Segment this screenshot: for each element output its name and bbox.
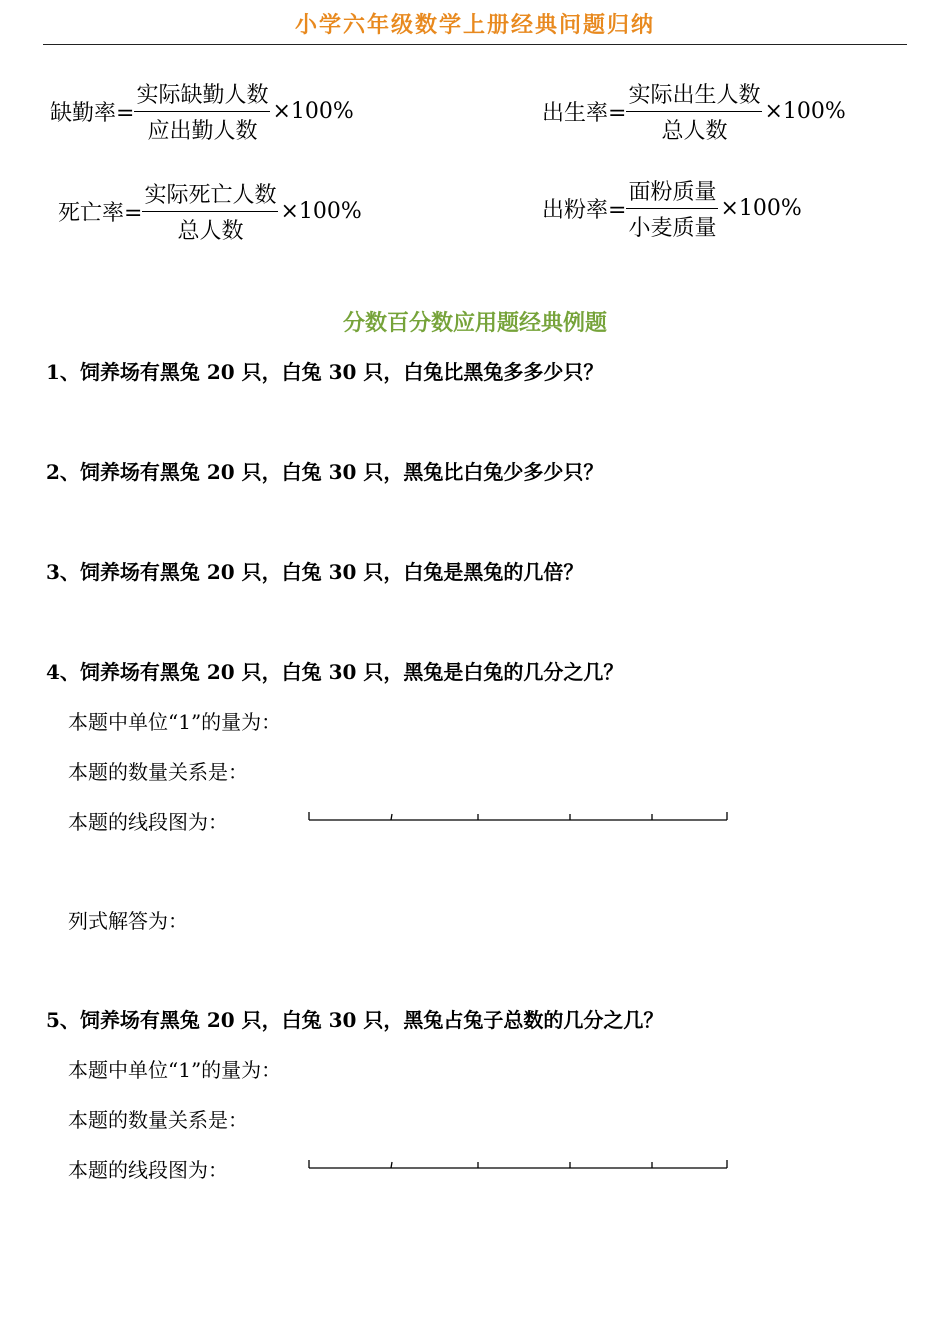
formula-flour-rate — [542, 175, 802, 242]
formula-suffix: ×100% — [272, 99, 354, 124]
q5-unit-prompt: 本题中单位“1”的量为： — [68, 1058, 282, 1082]
formula-suffix: ×100% — [764, 99, 846, 124]
formula-suffix: ×100% — [280, 199, 362, 224]
question-3: 3、饲养场有黑兔 20 只，白兔 30 只，白兔是黑兔的几倍？ — [46, 560, 584, 584]
question-1: 1、饲养场有黑兔 20 只，白兔 30 只，白兔比黑兔多多少只？ — [46, 360, 604, 384]
formula-absence-rate — [50, 78, 354, 145]
q4-line-segment-diagram — [308, 810, 728, 822]
section-title: 分数百分数应用题经典例题 — [342, 311, 607, 336]
formula-numerator: 实际出生人数 — [628, 83, 761, 108]
formula-suffix: ×100% — [720, 196, 802, 221]
q4-relation-prompt: 本题的数量关系是： — [68, 760, 248, 784]
q5-line-segment-diagram — [308, 1158, 728, 1170]
q4-diagram-prompt: 本题的线段图为： — [68, 810, 228, 834]
formula-fraction — [626, 175, 718, 242]
formula-label: 缺勤率= — [50, 101, 135, 126]
formula-death-rate — [58, 178, 362, 245]
formula-fraction — [626, 78, 762, 145]
q4-answer-prompt: 列式解答为： — [68, 909, 188, 933]
formula-denominator: 小麦质量 — [628, 216, 717, 241]
formula-numerator: 实际缺勤人数 — [136, 83, 269, 108]
formula-denominator: 应出勤人数 — [147, 119, 258, 144]
formula-denominator: 总人数 — [177, 219, 244, 244]
formula-fraction — [142, 178, 278, 245]
q5-diagram-prompt: 本题的线段图为： — [68, 1158, 228, 1182]
document-title: 小学六年级数学上册经典问题归纳 — [294, 12, 655, 38]
formula-numerator: 面粉质量 — [628, 180, 717, 205]
formula-label: 死亡率= — [58, 201, 143, 226]
formula-label: 出生率= — [542, 101, 627, 126]
question-4: 4、饲养场有黑兔 20 只，白兔 30 只，黑兔是白兔的几分之几？ — [46, 660, 624, 684]
question-5: 5、饲养场有黑兔 20 只，白兔 30 只，黑兔占兔子总数的几分之几？ — [46, 1008, 664, 1032]
q4-unit-prompt: 本题中单位“1”的量为： — [68, 710, 282, 734]
header-divider — [43, 44, 907, 45]
formula-birth-rate — [542, 78, 846, 145]
formula-denominator: 总人数 — [661, 119, 728, 144]
formula-numerator: 实际死亡人数 — [144, 183, 277, 208]
question-2: 2、饲养场有黑兔 20 只，白兔 30 只，黑兔比白兔少多少只？ — [46, 460, 604, 484]
q5-relation-prompt: 本题的数量关系是： — [68, 1108, 248, 1132]
formula-label: 出粉率= — [542, 198, 627, 223]
formula-fraction — [134, 78, 270, 145]
